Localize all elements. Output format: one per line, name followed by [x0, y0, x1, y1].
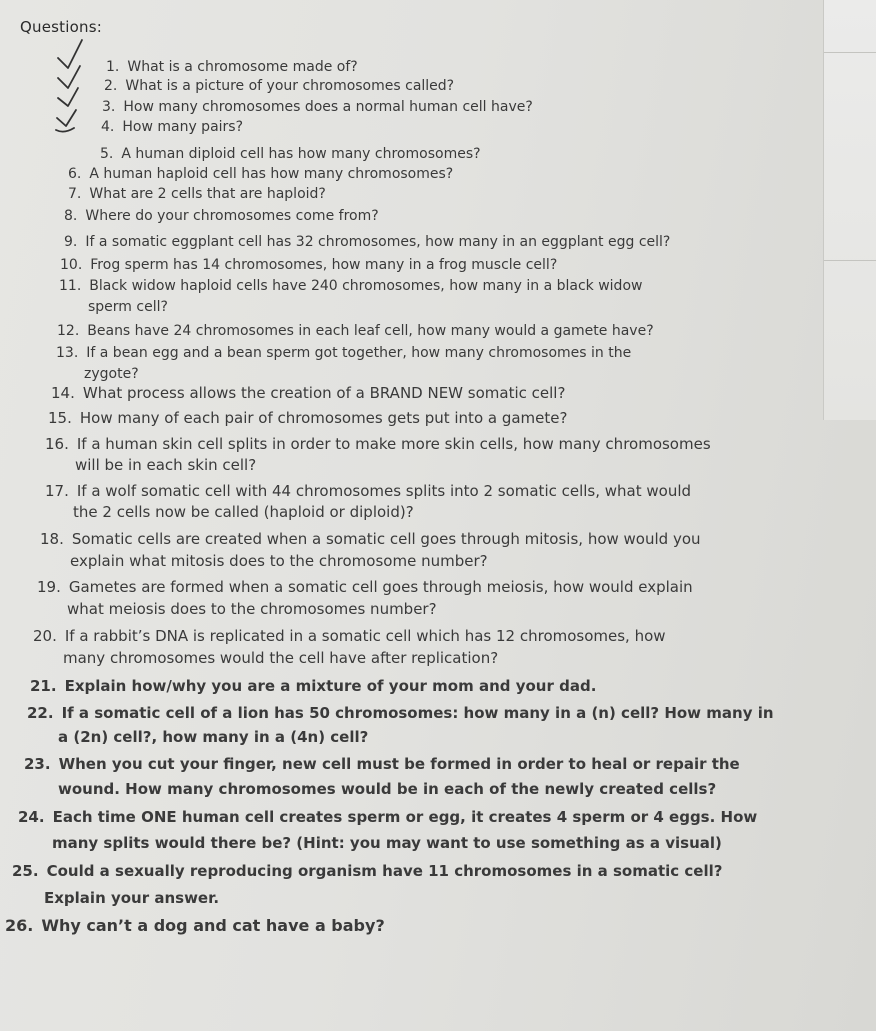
- question-text: Somatic cells are created when a somatic cell goes through mitosis, how would you: [71, 530, 701, 548]
- question-16: [45, 435, 711, 474]
- question-number: 23.: [24, 755, 51, 773]
- question-number: 1.: [106, 59, 120, 75]
- question-number: 15.: [48, 409, 72, 427]
- question-18: [40, 530, 701, 570]
- question-11: [59, 277, 643, 315]
- question-text: If a somatic cell of a lion has 50 chromosomes: how many in a (n) cell? How many in: [61, 704, 774, 722]
- question-text-continued: explain what mitosis does to the chromosome number?: [70, 552, 488, 570]
- question-8: [64, 207, 379, 225]
- question-text: How many pairs?: [122, 119, 244, 135]
- question-number: 19.: [37, 578, 61, 596]
- question-number: 16.: [45, 435, 69, 453]
- question-text-continued: many splits would there be? (Hint: you may want to use something as a visual): [52, 834, 722, 852]
- question-text: If a wolf somatic cell with 44 chromosomes splits into 2 somatic cells, what would: [76, 482, 692, 500]
- question-10: [60, 256, 557, 274]
- question-number: 20.: [33, 627, 57, 645]
- question-number: 2.: [104, 78, 118, 94]
- question-text: Beans have 24 chromosomes in each leaf cell, how many would a gamete have?: [87, 323, 654, 339]
- question-text: If a bean egg and a bean sperm got together, how many chromosomes in the: [86, 345, 632, 361]
- question-text-continued: many chromosomes would the cell have after replication?: [63, 649, 499, 667]
- question-number: 24.: [18, 808, 45, 826]
- question-number: 26.: [5, 916, 34, 935]
- question-13: [56, 344, 632, 382]
- question-text: Gametes are formed when a somatic cell goes through meiosis, how would explain: [68, 578, 693, 596]
- question-number: 13.: [56, 345, 79, 361]
- question-14: [51, 384, 565, 402]
- question-12: [57, 322, 654, 340]
- question-text: A human haploid cell has how many chromosomes?: [89, 166, 454, 182]
- question-15: [48, 409, 567, 427]
- question-number: 14.: [51, 384, 75, 402]
- question-number: 10.: [60, 257, 83, 273]
- question-23: [24, 755, 740, 798]
- question-text: Black widow haploid cells have 240 chromosomes, how many in a black widow: [89, 278, 643, 294]
- question-22: [27, 704, 774, 746]
- paper-fold-edge: [823, 0, 876, 420]
- question-text: What is a picture of your chromosomes called?: [125, 78, 455, 94]
- question-3: [102, 98, 533, 116]
- question-number: 4.: [101, 119, 115, 135]
- question-21: [30, 677, 596, 695]
- question-text: How many chromosomes does a normal human cell have?: [123, 99, 533, 115]
- question-text: Where do your chromosomes come from?: [85, 208, 379, 224]
- question-text: If a human skin cell splits in order to make more skin cells, how many chromosomes: [76, 435, 711, 453]
- question-2: [104, 77, 454, 95]
- question-6: [68, 165, 453, 183]
- question-1: [106, 58, 358, 76]
- question-text: What process allows the creation of a BRAND NEW somatic cell?: [82, 384, 566, 402]
- question-number: 9.: [64, 234, 78, 250]
- question-text-continued: wound. How many chromosomes would be in each of the newly created cells?: [58, 780, 717, 798]
- question-text: If a somatic eggplant cell has 32 chromosomes, how many in an eggplant egg cell?: [85, 234, 671, 250]
- question-number: 6.: [68, 166, 82, 182]
- question-text: When you cut your finger, new cell must be formed in order to heal or repair the: [58, 755, 740, 773]
- question-number: 8.: [64, 208, 78, 224]
- question-5: [100, 145, 481, 163]
- question-17: [45, 482, 692, 521]
- question-number: 17.: [45, 482, 69, 500]
- question-number: 25.: [12, 862, 39, 880]
- question-number: 18.: [40, 530, 64, 548]
- question-number: 5.: [100, 146, 114, 162]
- question-7: [68, 185, 326, 203]
- question-text: Frog sperm has 14 chromosomes, how many in a frog muscle cell?: [90, 257, 558, 273]
- question-text-continued: the 2 cells now be called (haploid or diploid)?: [73, 503, 414, 521]
- question-20: [33, 627, 666, 667]
- question-text-continued: Explain your answer.: [44, 889, 220, 907]
- question-text-continued: what meiosis does to the chromosomes number?: [67, 600, 437, 618]
- question-text: What is a chromosome made of?: [127, 59, 358, 75]
- question-text-continued: will be in each skin cell?: [75, 456, 257, 474]
- question-number: 22.: [27, 704, 54, 722]
- question-26: [5, 917, 385, 935]
- question-text-continued: a (2n) cell?, how many in a (4n) cell?: [58, 728, 369, 746]
- question-19: [37, 578, 693, 618]
- question-text-continued: zygote?: [84, 366, 139, 382]
- question-number: 3.: [102, 99, 116, 115]
- questions-heading: Questions:: [20, 18, 102, 36]
- question-text: If a rabbit’s DNA is replicated in a somatic cell which has 12 chromosomes, how: [64, 627, 666, 645]
- question-24: [18, 808, 758, 852]
- question-text: How many of each pair of chromosomes gets put into a gamete?: [79, 409, 568, 427]
- question-text: Each time ONE human cell creates sperm or egg, it creates 4 sperm or 4 eggs. How: [52, 808, 758, 826]
- question-9: [64, 233, 670, 251]
- question-4: [101, 118, 243, 136]
- question-number: 11.: [59, 278, 82, 294]
- question-text: Explain how/why you are a mixture of your mom and your dad.: [64, 677, 597, 695]
- question-number: 7.: [68, 186, 82, 202]
- question-text: Why can’t a dog and cat have a baby?: [41, 916, 385, 935]
- question-text: What are 2 cells that are haploid?: [89, 186, 326, 202]
- question-text-continued: sperm cell?: [88, 299, 168, 315]
- question-25: [12, 862, 723, 907]
- question-number: 21.: [30, 677, 57, 695]
- question-text: Could a sexually reproducing organism have 11 chromosomes in a somatic cell?: [46, 862, 723, 880]
- question-number: 12.: [57, 323, 80, 339]
- question-text: A human diploid cell has how many chromosomes?: [121, 146, 481, 162]
